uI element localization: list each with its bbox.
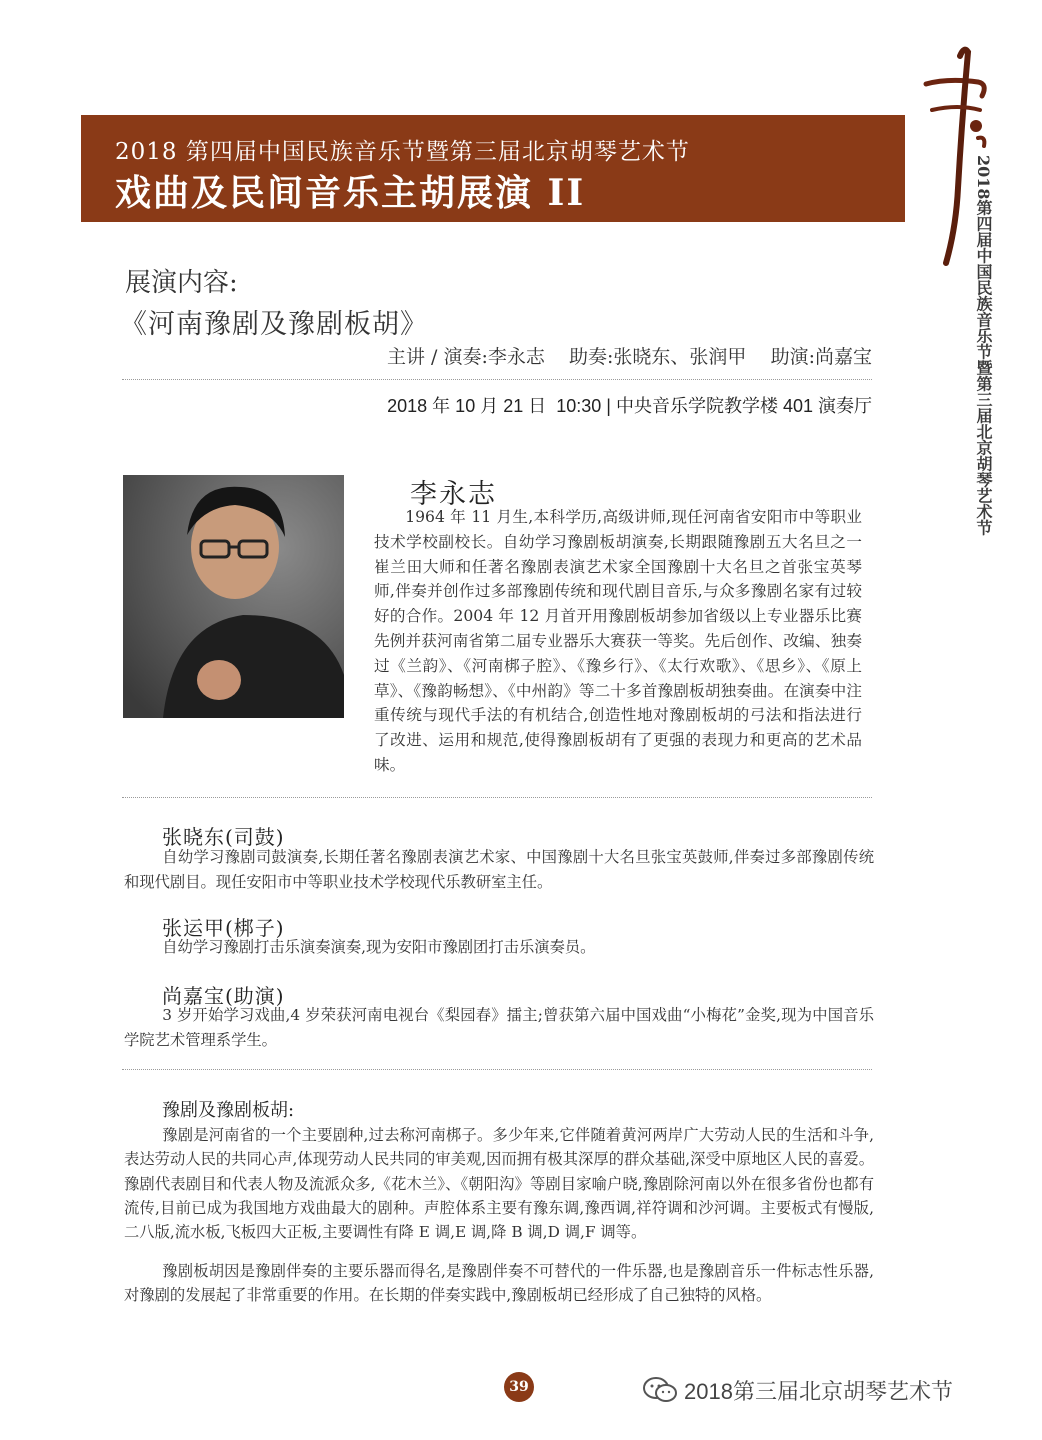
- divider: [122, 379, 872, 380]
- intro-paragraph: 豫剧板胡因是豫剧伴奏的主要乐器而得名,是豫剧伴奏不可替代的一件乐器,也是豫剧音乐一件标志性乐器,对豫剧的发展起了非常重要的作用。在长期的伴奏实践中,豫剧板胡已经形成了自己独特的风格。: [124, 1262, 874, 1305]
- bio-name: 李永志: [410, 479, 497, 510]
- divider: [122, 797, 872, 798]
- performer-name: 尚嘉宝(助演): [162, 984, 285, 1008]
- bio-text: 1964 年 11 月生,本科学历,高级讲师,现任河南省安阳市中等职业技术学校副校长。自幼学习豫剧板胡演奏,长期跟随豫剧五大名旦之一崔兰田大师和任著名豫剧表演艺术家全国豫剧十大名旦之首张宝英琴师,伴奏并创作过多部豫剧传统和现代剧目音乐,与众多豫剧名家有过较好的合作。2004 年 12 月首开用豫剧板胡参加省级以上专业器乐比赛先例并获河南省第二届专业器乐大赛获一等奖。先后创作、改编、独奏过《兰韵》、《河南梆子腔》、《豫乡行》、《太行欢歌》、《思乡》、《原上草》、《豫韵畅想》、《中州韵》等二十多首豫剧板胡独奏曲。在演奏中注重传统与现代手法的有机结合,创造性地对豫剧板胡的弓法和指法进行了改进、运用和规范,使得豫剧板胡有了更强的表现力和更高的艺术品味。: [374, 508, 862, 774]
- program-credits: 主讲 / 演奏:李永志 助奏:张晓东、张润甲 助演:尚嘉宝: [386, 346, 872, 368]
- performer-desc: 3 岁开始学习戏曲,4 岁荣获河南电视台《梨园春》擂主;曾获第六届中国戏曲“小梅花”金奖,现为中国音乐学院艺术管理系学生。: [124, 1006, 874, 1049]
- performer-desc: 自幼学习豫剧打击乐演奏演奏,现为安阳市豫剧团打击乐演奏员。: [162, 938, 596, 956]
- program-datetime: 2018 年 10 月 21 日 10:30 | 中央音乐学院教学楼 401 演奏厅: [387, 396, 872, 416]
- banner-title: 戏曲及民间音乐主胡展演 II: [115, 172, 586, 214]
- section-title: 豫剧及豫剧板胡:: [162, 1100, 295, 1121]
- intro-paragraph: 豫剧是河南省的一个主要剧种,过去称河南梆子。多少年来,它伴随着黄河两岸广大劳动人民的生活和斗争,表达劳动人民的共同心声,体现劳动人民共同的审美观,因而拥有极其深厚的群众基础,深受中原地区人民的喜爱。豫剧代表剧目和代表人物及流派众多,《花木兰》、《朝阳沟》等剧目家喻户晓,豫剧除河南以外在很多省份也都有流传,目前已成为我国地方戏曲最大的剧种。声腔体系主要有豫东调,豫西调,祥符调和沙河调。主要板式有慢版,二八版,流水板,飞板四大正板,主要调性有降 E 调,E 调,降 B 调,D 调,F 调等。: [124, 1126, 874, 1242]
- portrait-photo: [123, 475, 344, 718]
- side-festival-title: 2018第四届中国民族音乐节暨第三届北京胡琴艺术节: [974, 155, 993, 536]
- wechat-icon: [642, 1375, 678, 1405]
- program-work-title: 《河南豫剧及豫剧板胡》: [120, 309, 428, 340]
- divider: [122, 1069, 872, 1070]
- title-banner: [81, 115, 905, 222]
- performer-desc: 自幼学习豫剧司鼓演奏,长期任著名豫剧表演艺术家、中国豫剧十大名旦张宝英鼓师,伴奏过多部豫剧传统和现代剧目。现任安阳市中等职业技术学校现代乐教研室主任。: [124, 848, 874, 891]
- performer-name: 张晓东(司鼓): [162, 825, 285, 849]
- page-number: 39: [504, 1372, 534, 1402]
- performer-name: 张运甲(梆子): [162, 916, 285, 940]
- watermark-text: 2018第三届北京胡琴艺术节: [684, 1379, 953, 1404]
- program-label: 展演内容:: [125, 268, 238, 298]
- banner-subtitle: 2018 第四届中国民族音乐节暨第三届北京胡琴艺术节: [115, 139, 690, 165]
